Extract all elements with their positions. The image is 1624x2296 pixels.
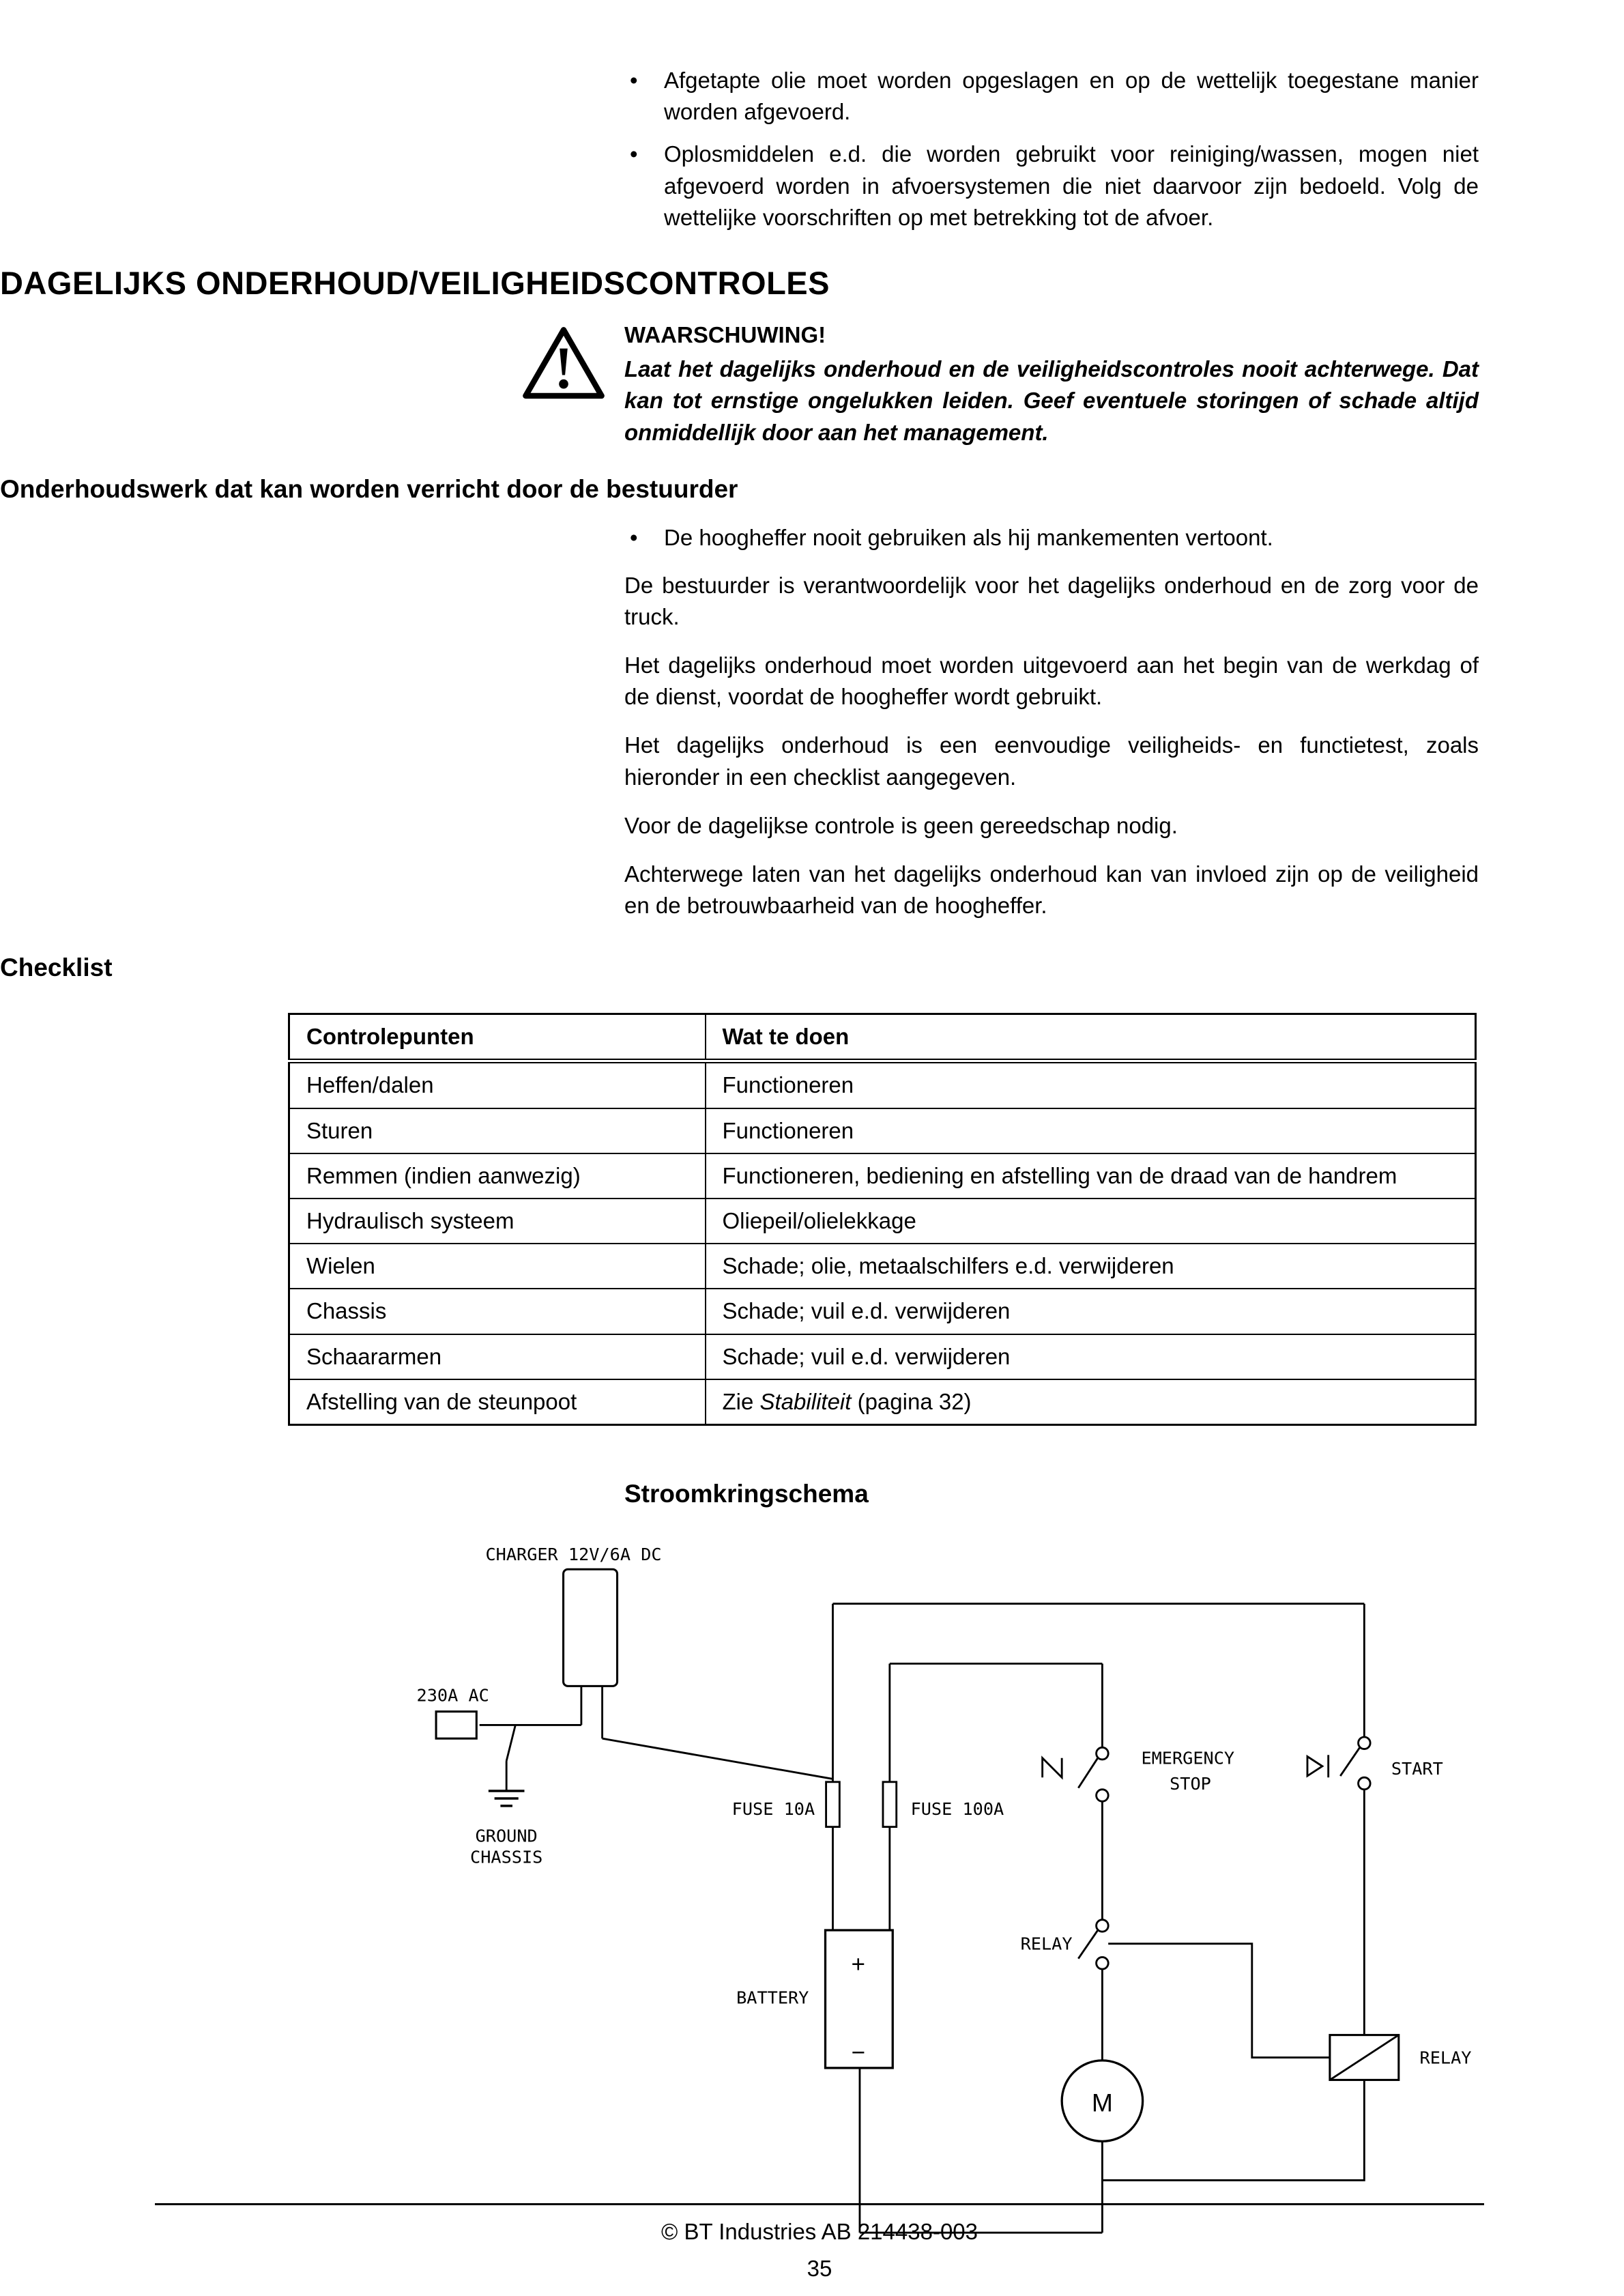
warning-title: WAARSCHUWING! bbox=[624, 321, 826, 347]
relay-contact bbox=[1097, 1919, 1109, 1968]
fuse-10a-label: FUSE 10A bbox=[731, 1798, 815, 1819]
charger-label: CHARGER 12V/6A DC bbox=[485, 1544, 662, 1564]
emergency-stop-switch bbox=[1043, 1747, 1109, 1801]
fuse-100a-symbol bbox=[883, 1782, 897, 1827]
ground-symbol bbox=[489, 1791, 525, 1806]
action-prefix: Zie bbox=[722, 1388, 760, 1414]
maintenance-heading: Onderhoudswerk dat kan worden verricht door de bestuurder bbox=[0, 474, 738, 503]
check-cell: Remmen (indien aanwezig) bbox=[289, 1153, 706, 1199]
start-switch bbox=[1307, 1737, 1370, 1790]
maintenance-bullet: • De hoogheffer nooit gebruiken als hij mankementen vertoont. bbox=[624, 522, 1479, 554]
table-row bbox=[289, 1289, 1476, 1334]
footer-page-number: 35 bbox=[807, 2256, 832, 2282]
charger-box bbox=[564, 1569, 618, 1686]
battery-plus-sign: + bbox=[851, 1951, 866, 1978]
warning-block bbox=[521, 319, 1479, 448]
ac-label: 230A AC bbox=[416, 1685, 489, 1706]
motor-label: M bbox=[1091, 2088, 1113, 2117]
ac-plug bbox=[436, 1711, 476, 1738]
checklist-heading: Checklist bbox=[0, 953, 113, 982]
check-cell: Schaararmen bbox=[289, 1334, 706, 1379]
action-cell: Functioneren bbox=[706, 1108, 1476, 1153]
action-cell: Schade; vuil e.d. verwijderen bbox=[706, 1334, 1476, 1379]
table-header-row bbox=[289, 1014, 1476, 1061]
page-footer bbox=[155, 2203, 1484, 2284]
intro-bullet-1: • Afgetapte olie moet worden opgeslagen en op de wettelijk toegestane manier worden afgevoerd. bbox=[624, 65, 1479, 128]
start-label: START bbox=[1391, 1758, 1443, 1779]
action-cell: Schade; olie, metaalschilfers e.d. verwijderen bbox=[706, 1244, 1476, 1289]
relay-coil bbox=[1330, 2035, 1399, 2080]
warning-body bbox=[624, 319, 1479, 448]
table-row bbox=[289, 1244, 1476, 1289]
relay-coil-label: RELAY bbox=[1419, 2047, 1472, 2067]
battery-label: BATTERY bbox=[736, 1988, 809, 2008]
maintenance-bullet-list bbox=[624, 522, 1479, 554]
ground-label-line1: GROUND bbox=[475, 1826, 538, 1846]
check-cell: Wielen bbox=[289, 1244, 706, 1289]
checklist-table bbox=[288, 1013, 1477, 1426]
table-row bbox=[289, 1061, 1476, 1108]
circuit-diagram bbox=[414, 1536, 1492, 2285]
paragraph-5: Achterwege laten van het dagelijks onderhoud kan van invloed zijn op de veiligheid en de betrouwbaarheid van de hoogheffer. bbox=[624, 861, 1479, 919]
fuse-10a-symbol bbox=[826, 1782, 840, 1827]
action-cell: Functioneren, bediening en afstelling van de draad van de handrem bbox=[706, 1153, 1476, 1199]
fuse-100a-label: FUSE 100A bbox=[910, 1798, 1004, 1819]
check-cell: Hydraulisch systeem bbox=[289, 1199, 706, 1244]
ground-label-line2: CHASSIS bbox=[470, 1846, 543, 1867]
action-italic: Stabiliteit bbox=[759, 1388, 852, 1414]
emergency-stop-label-line2: STOP bbox=[1170, 1773, 1211, 1794]
table-row bbox=[289, 1153, 1476, 1199]
col-header-controlepunten: Controlepunten bbox=[289, 1014, 706, 1061]
paragraph-3: Het dagelijks onderhoud is een eenvoudige veiligheids- en functietest, zoals hieronder in een checklist aangegeven. bbox=[624, 732, 1479, 790]
emergency-stop-label-line1: EMERGENCY bbox=[1141, 1748, 1235, 1768]
battery-minus-sign: − bbox=[851, 2039, 866, 2066]
action-cell: Oliepeil/olielekkage bbox=[706, 1199, 1476, 1244]
check-cell: Sturen bbox=[289, 1108, 706, 1153]
wires bbox=[480, 1603, 1365, 2232]
action-cell: Schade; vuil e.d. verwijderen bbox=[706, 1289, 1476, 1334]
intro-bullet-2: • Oplosmiddelen e.d. die worden gebruikt voor reiniging/wassen, mogen niet afgevoerd worden in afvoersystemen die niet daarvoor zijn bedoeld. Volg de wettelijke voorschriften op met betrekking tot de afvoer. bbox=[624, 139, 1479, 233]
check-cell: Afstelling van de steunpoot bbox=[289, 1379, 706, 1425]
schema-heading: Stroomkringschema bbox=[624, 1479, 869, 1508]
paragraph-2: Het dagelijks onderhoud moet worden uitgevoerd aan het begin van de werkdag of de dienst, voordat de hoogheffer wordt gebruikt. bbox=[624, 652, 1479, 710]
col-header-wat-te-doen: Wat te doen bbox=[706, 1014, 1476, 1061]
relay-contact-label: RELAY bbox=[1020, 1934, 1073, 1954]
paragraph-1: De bestuurder is verantwoordelijk voor het dagelijks onderhoud en de zorg voor de truck. bbox=[624, 572, 1479, 629]
intro-bullet-list bbox=[624, 65, 1479, 233]
warning-triangle-icon bbox=[521, 319, 607, 448]
table-row bbox=[289, 1334, 1476, 1379]
page-title: DAGELIJKS ONDERHOUD/VEILIGHEIDSCONTROLES bbox=[0, 264, 830, 301]
table-row bbox=[289, 1199, 1476, 1244]
action-cell bbox=[706, 1379, 1476, 1425]
warning-text: Laat het dagelijks onderhoud en de veiligheidscontroles nooit achterwege. Dat kan tot ernstige ongelukken leiden. Geef eventuele storingen of schade altijd onmiddellijk door aan het management. bbox=[624, 356, 1479, 445]
check-cell: Chassis bbox=[289, 1289, 706, 1334]
check-cell: Heffen/dalen bbox=[289, 1061, 706, 1108]
table-row bbox=[289, 1379, 1476, 1425]
footer-copyright: © BT Industries AB 214438-003 bbox=[661, 2219, 978, 2244]
action-cell: Functioneren bbox=[706, 1061, 1476, 1108]
table-row bbox=[289, 1108, 1476, 1153]
paragraph-4: Voor de dagelijkse controle is geen gereedschap nodig. bbox=[624, 812, 1178, 838]
action-suffix: (pagina 32) bbox=[851, 1388, 972, 1414]
